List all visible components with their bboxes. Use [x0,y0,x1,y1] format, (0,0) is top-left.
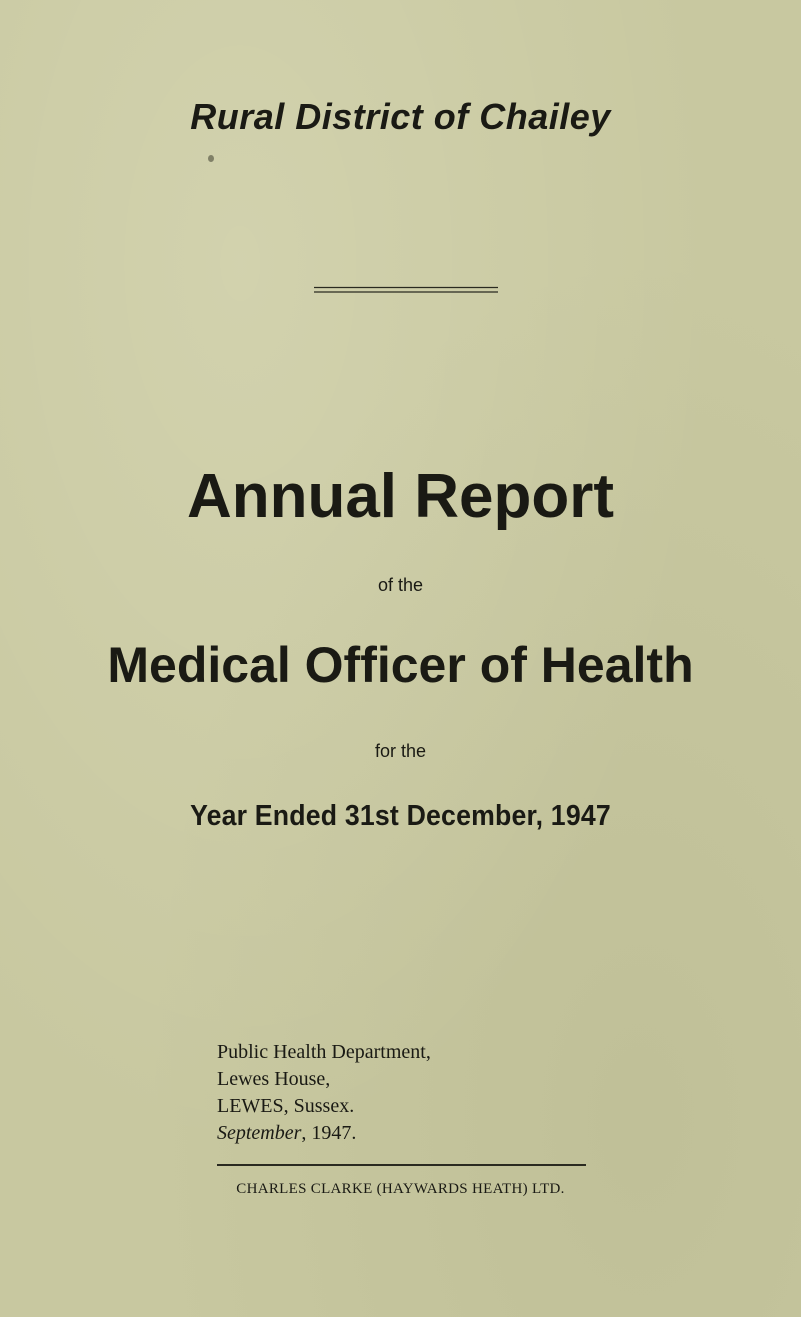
report-period: Year Ended 31st December, 1947 [190,800,611,832]
address-month: September [217,1122,302,1144]
ink-dot-mark [208,155,214,162]
address-town: LEWES, Sussex. [217,1095,355,1117]
address-house: Lewes House, [217,1068,331,1090]
of-the-text: of the [377,575,424,595]
footer-rule [217,1164,586,1166]
for-the-text: for the [374,741,427,761]
double-rule-divider [314,286,498,294]
report-title: Annual Report [186,462,615,531]
subject-title: Medical Officer of Health [107,637,694,693]
address-date [217,1120,431,1147]
district-title: Rural District of Chailey [190,96,611,137]
address-department: Public Health Department, [217,1041,431,1063]
address-block [217,1039,431,1147]
printer-imprint: CHARLES CLARKE (HAYWARDS HEATH) LTD. [236,1181,565,1197]
address-year: , 1947. [301,1122,357,1144]
